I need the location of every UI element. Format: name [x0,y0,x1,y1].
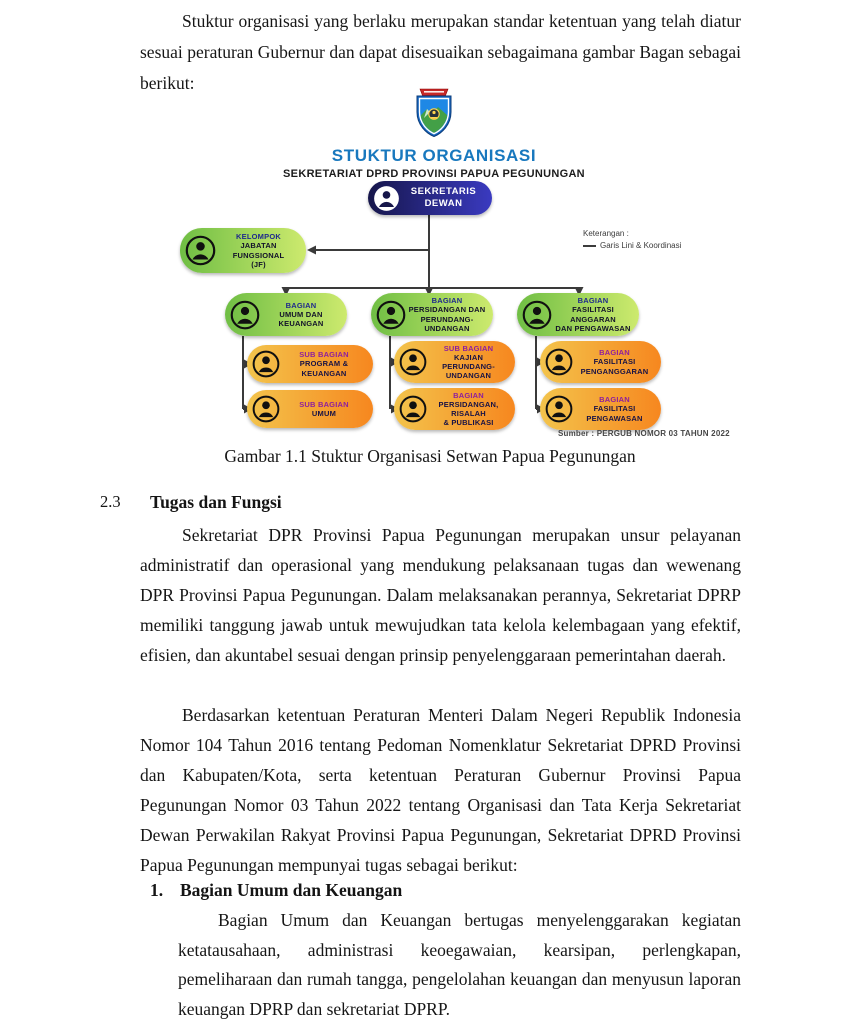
org-chart-title: STUKTUR ORGANISASI [331,146,537,165]
node-label: KELOMPOK [236,232,281,242]
person-icon [399,395,427,423]
node-bagian-umum-keuangan [225,293,347,336]
node-label: DAN PENGAWASAN [555,323,631,333]
node-label: SUB BAGIAN [443,343,494,353]
node-sub-bagian-program-keuangan [247,345,373,383]
node-label: PERUNDANG-UNDANGAN [420,314,474,333]
node-sub-bagian-kajian-perundang [394,341,515,383]
intro-paragraph: Stuktur organisasi yang berlaku merupakan standar ketentuan yang telah diatur sesuai peraturan Gubernur dan dapat disesuaikan sebagaimana gambar Bagan sebagai berikut: [140,11,741,93]
person-icon [399,348,427,376]
node-label: & PUBLIKASI [443,418,494,428]
legend-title: Keterangan : [583,229,629,238]
node-label: SEKRETARIS DEWAN [410,186,477,209]
list-item-title: Bagian Umum dan Keuangan [180,880,403,900]
node-label: BAGIAN [599,348,630,358]
node-label: (JF) [251,259,266,269]
node-label: BAGIAN [577,296,609,306]
node-label: SUB BAGIAN [299,350,349,360]
section-number: 2.3 [100,492,121,511]
org-chart-header [0,88,843,180]
person-icon [522,300,552,330]
node-label: PENGAWASAN [586,413,643,423]
node-label: BAGIAN [431,296,463,306]
body-paragraph: Sekretariat DPR Provinsi Papua Pegunungan merupakan unsur pelayanan administratif dan operasional yang mendukung pelaksanaan tugas dan wewenang DPR Provinsi Papua Pegunungan. Dalam melaksanakan perannya, Sekretariat DPRP memiliki tanggung jawab untuk mewujudkan tata kelola kelembagaan yang efektif, efisien, dan akuntabel sesuai dengan prinsip penyelenggaraan pemerintahan daerah. [140,525,741,665]
person-icon [545,395,573,423]
papua-pegunungan-crest-icon [411,88,457,145]
chart-source: Sumber : PERGUB NOMOR 03 TAHUN 2022 [558,429,730,438]
node-label: PERSIDANGAN, RISALAH [438,399,499,418]
org-chart [170,178,750,446]
node-label: UNDANGAN [445,371,492,381]
person-icon [376,300,406,330]
node-bagian-persidangan-perundang [371,293,493,336]
person-icon [373,185,400,212]
node-label: FASILITASI [593,404,636,414]
list-item-body: Bagian Umum dan Keuangan bertugas menyelenggarakan kegiatan ketatausahaan, administrasi keoegawaian, kearsipan, perlengkapan, pemeliharaan dan rumah tangga, pengelolahan keuangan dan menyusun laporan keuangan DPRP dan sekretariat DPRP. [178,910,741,1019]
person-icon [252,350,280,378]
node-label: KAJIAN PERUNDANG- [442,352,495,371]
line-sample-icon [583,245,596,247]
org-chart-subtitle: SEKRETARIAT DPRD PROVINSI PAPUA PEGUNUNGAN [283,168,585,180]
person-icon [185,235,216,266]
node-bagian-persidangan-risalah [394,388,515,430]
legend-item: Garis Lini & Koordinasi [600,241,682,250]
node-label: BAGIAN [599,395,630,405]
node-label: PROGRAM & KEUANGAN [299,359,349,378]
node-bagian-fasilitasi-penganggaran [540,341,661,383]
list-item-number: 1. [150,880,164,900]
node-label: FASILITASI ANGGARAN [570,305,616,324]
node-sekretaris-dewan [368,181,492,215]
figure-caption: Gambar 1.1 Stuktur Organisasi Setwan Papua Pegunungan [224,446,636,466]
node-label: SUB BAGIAN [299,399,349,409]
node-label: FASILITASI [593,357,636,367]
node-label: PERSIDANGAN DAN [408,305,486,315]
node-label: UMUM [311,409,337,418]
node-kelompok-jabatan-fungsional [180,228,306,273]
person-icon [230,300,260,330]
node-label: BAGIAN [453,390,484,400]
section-title: Tugas dan Fungsi [150,492,282,512]
node-label: JABATAN FUNGSIONAL [232,241,285,260]
body-paragraph: Berdasarkan ketentuan Peraturan Menteri Dalam Negeri Republik Indonesia Nomor 104 Tahun 2016 tentang Pedoman Nomenklatur Sekretariat DPRD Provinsi dan Kabupaten/Kota, serta ketentuan Peraturan Gubernur Provinsi Papua Pegunungan Nomor 03 Tahun 2022 tentang Organisasi dan Tata Kerja Sekretariat Dewan Perwakilan Rakyat Provinsi Papua Pegunungan, Sekretariat DPRD Provinsi Papua Pegunungan mempunyai tugas sebagai berikut: [140,705,741,875]
node-label: BAGIAN [285,300,317,310]
person-icon [252,395,280,423]
person-icon [545,348,573,376]
node-label: UMUM DAN KEUANGAN [278,309,324,329]
node-sub-bagian-umum [247,390,373,428]
node-bagian-fasilitasi-anggaran [517,293,639,336]
node-label: PENGANGGARAN [580,366,649,376]
node-bagian-fasilitasi-pengawasan [540,388,661,430]
legend [583,228,681,252]
